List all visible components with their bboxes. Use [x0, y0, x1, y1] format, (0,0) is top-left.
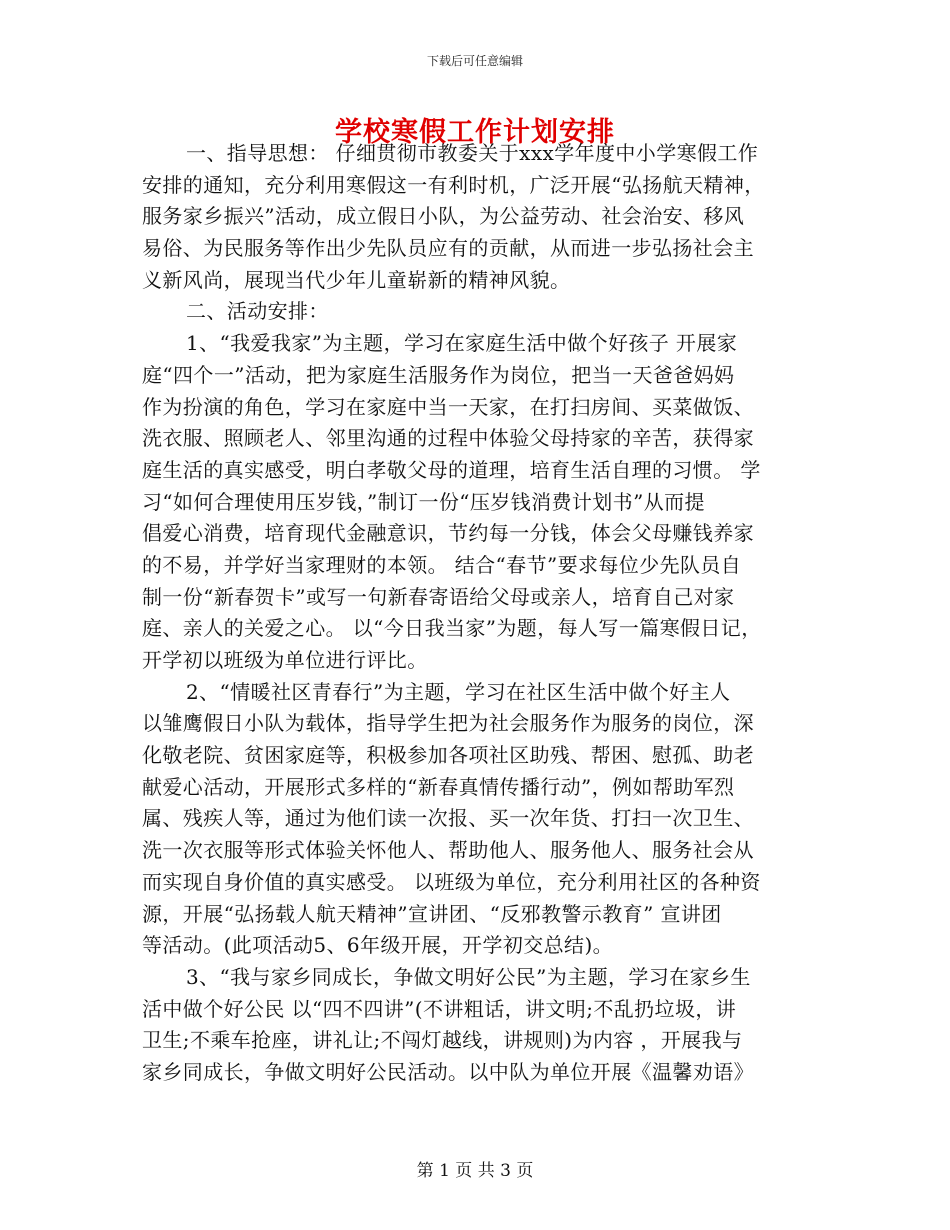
text-line: 服务家乡振兴”活动，成立假日小队，为公益劳动、社会治安、移风 — [142, 204, 745, 229]
text-line: 安排的通知，充分利用寒假这一有利时机，广泛开展“弘扬航天精神， — [142, 172, 765, 197]
text-line: 属、残疾人等，通过为他们读一次报、买一次年货、打扫一次卫生、 — [142, 806, 754, 831]
text-line: 2、“情暖社区青春行”为主题，学习在社区生活中做个好主人 — [186, 679, 731, 704]
text-line: 开学初以班级为单位进行评比。 — [142, 648, 428, 672]
header-note: 下载后可任意编辑 — [426, 54, 523, 68]
text-line: 洗衣服、照顾老人、邻里沟通的过程中体验父母持家的辛苦，获得家 — [142, 426, 754, 451]
text-line: 制一份“新春贺卡”或写一句新春寄语给父母或亲人，培育自己对家 — [142, 584, 735, 609]
text-line: 献爱心活动，开展形式多样的“新春真情传播行动”，例如帮助军烈 — [142, 774, 735, 799]
text-line: 的不易，并学好当家理财的本领。 结合“春节”要求每位少先队员自 — [142, 552, 742, 577]
document-body — [142, 138, 814, 1089]
text-line: 源，开展“弘扬载人航天精神”宣讲团、“反邪教警示教育” 宣讲团 — [142, 901, 722, 926]
page-footer: 第 1 页 共 3 页 — [416, 1161, 534, 1181]
text-line: 3、“我与家乡同成长，争做文明好公民”为主题，学习在家乡生 — [186, 964, 751, 989]
text-line: 一、指导思想： 仔细贯彻市教委关于xxx学年度中小学寒假工作 — [186, 141, 759, 165]
text-line: 作为扮演的角色，学习在家庭中当一天家，在打扫房间、买菜做饭、 — [142, 394, 754, 419]
text-line: 庭、亲人的关爱之心。 以“今日我当家”为题，每人写一篇寒假日记， — [142, 616, 762, 641]
text-line: 以雏鹰假日小队为载体，指导学生把为社会服务作为服务的岗位，深 — [142, 711, 754, 736]
text-line: 家乡同成长，争做文明好公民活动。以中队为单位开展《温馨劝语》 — [142, 1059, 754, 1084]
document-title: 学校寒假工作计划安排 — [335, 117, 615, 148]
text-line: 化敬老院、贫困家庭等，积极参加各项社区助残、帮困、慰孤、助老 — [142, 743, 754, 768]
text-line: 1、“我爱我家”为主题，学习在家庭生活中做个好孩子 开展家 — [186, 331, 738, 356]
text-line: 义新风尚，展现当代少年儿童崭新的精神风貌。 — [142, 267, 571, 292]
text-line: 洗一次衣服等形式体验关怀他人、帮助他人、服务他人、服务社会从 — [142, 838, 754, 863]
section-heading: 二、活动安排： — [186, 299, 329, 324]
text-line: 卫生;不乘车抢座，讲礼让;不闯灯越线，讲规则)为内容 ，开展我与 — [142, 1028, 743, 1053]
text-line: 习“如何合理使用压岁钱，”制订一份“压岁钱消费计划书”从而提 — [142, 489, 705, 514]
text-line: 易俗、为民服务等作出少先队员应有的贡献，从而进一步弘扬社会主 — [142, 236, 754, 261]
text-line: 倡爱心消费，培育现代金融意识，节约每一分钱，体会父母赚钱养家 — [142, 521, 754, 546]
text-line: 庭生活的真实感受，明白孝敬父母的道理，培育生活自理的习惯。 学 — [142, 457, 761, 482]
text-line: 庭“四个一”活动，把为家庭生活服务作为岗位，把当一天爸爸妈妈 — [142, 362, 735, 387]
text-line: 活中做个好公民 以“四不四讲”(不讲粗话，讲文明;不乱扔垃圾，讲 — [142, 996, 737, 1021]
text-line: 等活动。(此项活动5、6年级开展，开学初交总结)。 — [142, 933, 614, 958]
text-line: 而实现自身价值的真实感受。 以班级为单位，充分利用社区的各种资 — [142, 869, 761, 894]
